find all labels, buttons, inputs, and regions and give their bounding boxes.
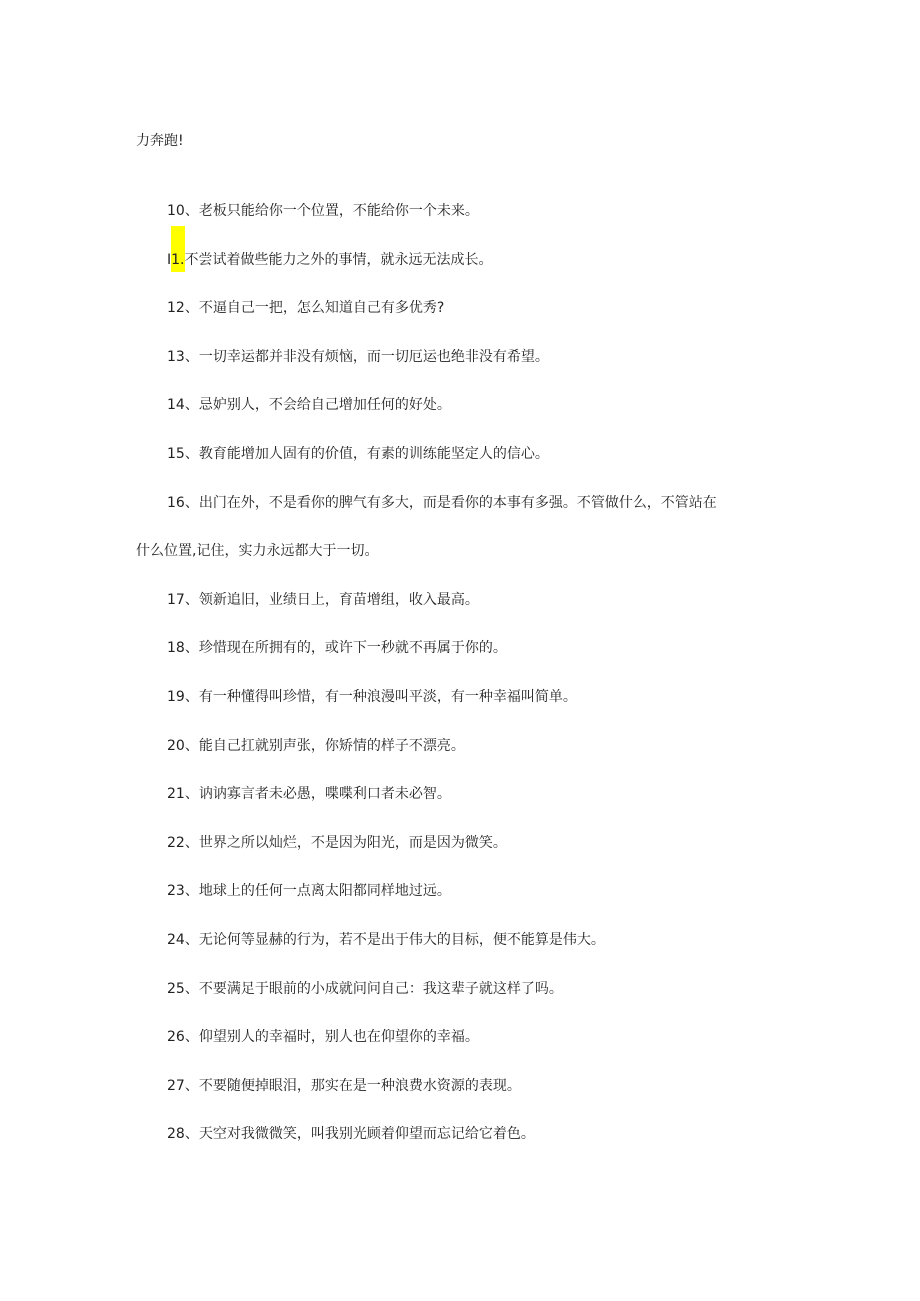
text-line: 18、珍惜现在所拥有的，或许下一秒就不再属于你的。 — [167, 640, 507, 656]
text-line: 24、无论何等显赫的行为，若不是出于伟大的目标，便不能算是伟大。 — [167, 932, 605, 948]
text-line: 20、能自己扛就别声张，你矫情的样子不漂亮。 — [167, 738, 465, 754]
text-line: 什么位置,记住，实力永远都大于一切。 — [136, 543, 379, 559]
text-line: 26、仰望别人的幸福时，别人也在仰望你的幸福。 — [167, 1029, 479, 1045]
text-line: 力奔跑! — [136, 133, 184, 149]
text-line: 21、讷讷寡言者未必愚，喋喋利口者未必智。 — [167, 786, 451, 802]
text-line: 12、不逼自己一把，怎么知道自己有多优秀? — [167, 300, 445, 316]
text-line: 27、不要随便掉眼泪，那实在是一种浪费水资源的表现。 — [167, 1078, 521, 1094]
text-line: 22、世界之所以灿烂，不是因为阳光，而是因为微笑。 — [167, 835, 507, 851]
text-line: 10、老板只能给你一个位置，不能给你一个未来。 — [167, 203, 479, 219]
text-line: 13、一切幸运都并非没有烦恼，而一切厄运也绝非没有希望。 — [167, 349, 549, 365]
text-line: 15、教育能增加人固有的价值，有素的训练能坚定人的信心。 — [167, 446, 549, 462]
text-line: 16、出门在外，不是看你的脾气有多大，而是看你的本事有多强。不管做什么，不管站在 — [167, 495, 717, 511]
text-line: 17、领新追旧，业绩日上，育苗增组，收入最高。 — [167, 592, 479, 608]
text-line: I1.不尝试着做些能力之外的事情，就永远无法成长。 — [167, 252, 493, 268]
text-line: 28、天空对我微微笑，叫我别光顾着仰望而忘记给它着色。 — [167, 1126, 535, 1142]
text-line: 25、不要满足于眼前的小成就问问自己：我这辈子就这样了吗。 — [167, 981, 563, 997]
text-line: 19、有一种懂得叫珍惜，有一种浪漫叫平淡，有一种幸福叫简单。 — [167, 689, 577, 705]
text-line: 14、忌妒别人，不会给自己增加任何的好处。 — [167, 397, 451, 413]
text-line: 23、地球上的任何一点离太阳都同样地过远。 — [167, 883, 451, 899]
